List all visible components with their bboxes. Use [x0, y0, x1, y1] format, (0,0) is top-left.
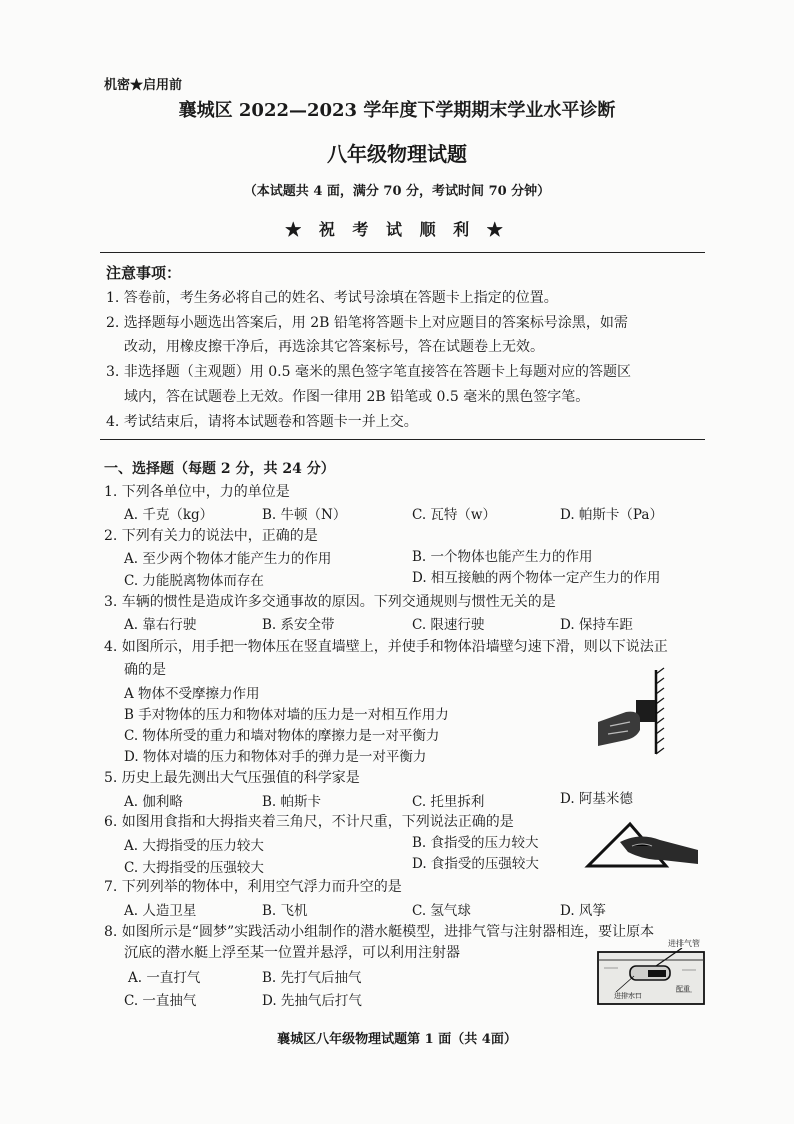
- option-a: A. 千克（kg）: [124, 507, 214, 523]
- notice-line: 域内，答在试题卷上无效。作图一律用 2B 铅笔或 0.5 毫米的黑色签字笔。: [124, 389, 590, 405]
- page-footer: 襄城区八年级物理试题第 1 面（共 4面）: [277, 1032, 517, 1047]
- option-a: A. 至少两个物体才能产生力的作用: [124, 551, 332, 567]
- question-stem: 确的是: [124, 662, 166, 678]
- notice-heading: 注意事项：: [106, 264, 182, 282]
- confidential-mark: 机密★启用前: [104, 78, 183, 93]
- option-b: B. 牛顿（N）: [262, 507, 347, 523]
- option-a: A. 一直打气: [128, 970, 201, 986]
- section-heading: 一、选择题（每题 2 分，共 24 分）: [104, 461, 335, 477]
- option-b: B. 一个物体也能产生力的作用: [412, 549, 593, 565]
- option-d: D. 帕斯卡（Pa）: [560, 507, 663, 523]
- question-stem: 8. 如图所示是“圆梦”实践活动小组制作的潜水艇模型，进排气管与注射器相连，要让原本: [104, 924, 655, 940]
- hand-block-wall-figure: [596, 666, 700, 758]
- question-stem: 2. 下列有关力的说法中，正确的是: [104, 528, 318, 544]
- option-b: B 手对物体的压力和物体对墙的压力是一对相互作用力: [124, 707, 449, 723]
- divider-top: [100, 252, 705, 253]
- option-a: A. 靠右行驶: [124, 617, 197, 633]
- exam-title: 襄城区 2022—2023 学年度下学期期末学业水平诊断: [178, 100, 616, 121]
- option-c: C. 托里拆利: [412, 794, 485, 810]
- notice-line: 2. 选择题每小题选出答案后，用 2B 铅笔将答题卡上对应题目的答案标号涂黑，如需: [106, 315, 628, 331]
- option-b: B. 系安全带: [262, 617, 335, 633]
- option-b: B. 先打气后抽气: [262, 970, 362, 986]
- notice-line: 改动，用橡皮擦干净后，再选涂其它答案标号，答在试题卷上无效。: [124, 339, 544, 355]
- notice-line: 4. 考试结束后，请将本试题卷和答题卡一并上交。: [106, 414, 418, 430]
- submarine-tank-figure: [596, 948, 708, 1006]
- question-stem: 7. 下列列举的物体中，利用空气浮力而升空的是: [104, 879, 402, 895]
- option-d: D. 食指受的压强较大: [412, 856, 539, 872]
- option-d: D. 保持车距: [560, 617, 633, 633]
- question-stem: 沉底的潜水艇上浮至某一位置并悬浮，可以利用注射器: [124, 945, 460, 961]
- subject-title: 八年级物理试题: [327, 142, 467, 166]
- option-c: C. 力能脱离物体而存在: [124, 573, 264, 589]
- question-stem: 5. 历史上最先测出大气压强值的科学家是: [104, 770, 360, 786]
- option-a: A. 大拇指受的压力较大: [124, 838, 264, 854]
- option-d: D. 相互接触的两个物体一定产生力的作用: [412, 570, 661, 586]
- question-stem: 4. 如图所示，用手把一物体压在竖直墙壁上，并使手和物体沿墙壁匀速下滑，则以下说法正: [104, 639, 668, 655]
- option-a: A 物体不受摩擦力作用: [124, 686, 260, 702]
- option-b: B. 帕斯卡: [262, 794, 322, 810]
- option-d: D. 风筝: [560, 903, 606, 919]
- notice-line: 3. 非选择题（主观题）用 0.5 毫米的黑色签字笔直接答在答题卡上每题对应的答题区: [106, 364, 631, 380]
- option-b: B. 飞机: [262, 903, 308, 919]
- good-luck-banner: ★ 祝 考 试 顺 利 ★: [285, 220, 509, 239]
- option-b: B. 食指受的压力较大: [412, 835, 539, 851]
- option-c: C. 一直抽气: [124, 993, 197, 1009]
- exam-info: （本试题共 4 面，满分 70 分，考试时间 70 分钟）: [243, 184, 551, 199]
- notice-line: 1. 答卷前，考生务必将自己的姓名、考试号涂填在答题卡上指定的位置。: [106, 290, 558, 306]
- triangle-ruler-figure: [580, 820, 700, 870]
- option-d: D. 先抽气后打气: [262, 993, 362, 1009]
- option-d: D. 物体对墙的压力和物体对手的弹力是一对平衡力: [124, 749, 427, 765]
- inlet-label: 进排水口: [614, 992, 642, 1000]
- option-a: A. 人造卫星: [124, 903, 197, 919]
- option-c: C. 氢气球: [412, 903, 471, 919]
- option-d: D. 阿基米德: [560, 791, 633, 807]
- option-c: C. 瓦特（w）: [412, 507, 496, 523]
- question-stem: 3. 车辆的惯性是造成许多交通事故的原因。下列交通规则与惯性无关的是: [104, 594, 556, 610]
- option-c: C. 限速行驶: [412, 617, 485, 633]
- option-a: A. 伽利略: [124, 794, 183, 810]
- option-c: C. 物体所受的重力和墙对物体的摩擦力是一对平衡力: [124, 728, 440, 744]
- option-c: C. 大拇指受的压强较大: [124, 860, 264, 876]
- tube-label: 进排气管: [668, 939, 700, 948]
- weight-label: 配重: [676, 985, 690, 993]
- question-stem: 6. 如图用食指和大拇指夹着三角尺，不计尺重，下列说法正确的是: [104, 814, 514, 830]
- question-stem: 1. 下列各单位中，力的单位是: [104, 484, 290, 500]
